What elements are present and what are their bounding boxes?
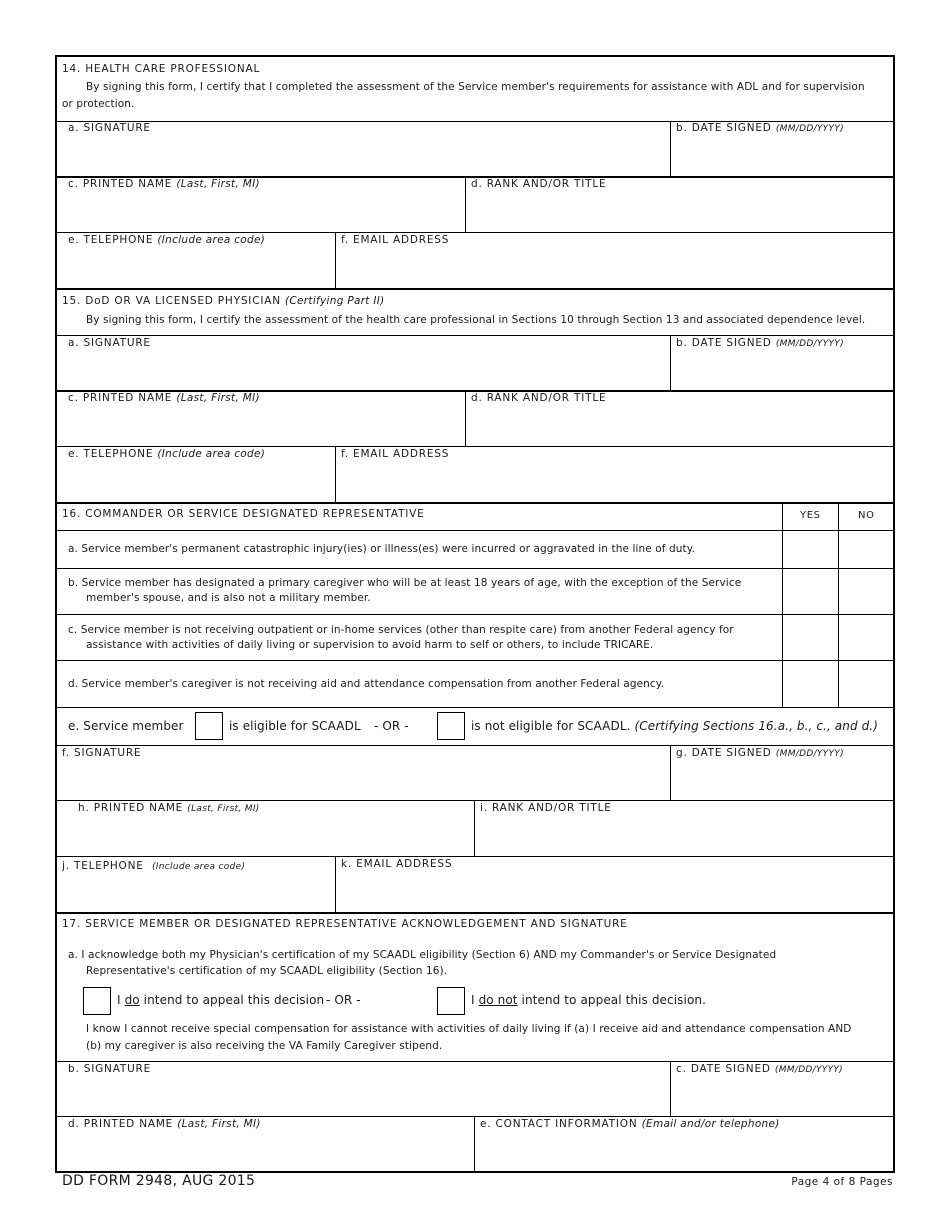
section-14-text-cont: or protection. xyxy=(62,98,135,110)
section-14-text: By signing this form, I certify that I completed the assessment of the Service member's requirements for assistance with ADL and for supervision xyxy=(86,81,865,93)
s14-signature-field[interactable] xyxy=(56,121,670,176)
s16-d-yes-box[interactable] xyxy=(783,661,838,707)
s16-b-yes-box[interactable] xyxy=(783,569,838,614)
s15-date-hint: (MM/DD/YYYY) xyxy=(775,339,844,349)
s15-email-field[interactable] xyxy=(336,447,894,502)
s16-item-d: d. Service member's caregiver is not receiving aid and attendance compensation from another Federal agency. xyxy=(68,678,665,690)
s16-item-b-cont: member's spouse, and is also not a military member. xyxy=(86,592,371,604)
s17-item-a-cont: Representative's certification of my SCAADL eligibility (Section 16). xyxy=(86,965,448,977)
s16-d-no-box[interactable] xyxy=(839,661,894,707)
s14-printed-name-field[interactable] xyxy=(56,177,465,232)
s17-do-appeal-label: intend to appeal this decision xyxy=(143,993,325,1007)
s16-printed-name-label: h. PRINTED NAME xyxy=(78,802,184,814)
yes-column-header: YES xyxy=(800,510,821,521)
s16-signature-field[interactable] xyxy=(56,746,670,800)
s17-contact-hint: (Email and/or telephone) xyxy=(641,1118,780,1130)
s15-printed-name-label: c. PRINTED NAME xyxy=(68,392,173,404)
s17-donot-word: do not xyxy=(478,993,518,1007)
section-16-title: 16. COMMANDER OR SERVICE DESIGNATED REPRESENTATIVE xyxy=(62,508,425,520)
s16-printed-name-field[interactable] xyxy=(56,801,474,856)
s16-c-no-box[interactable] xyxy=(839,615,894,660)
s16-item-e-prefix: e. Service member xyxy=(68,719,184,733)
s14-printed-name-hint: (Last, First, MI) xyxy=(176,178,260,190)
s16-printed-name-hint: (Last, First, MI) xyxy=(187,804,260,814)
s15-date-signed-label: b. DATE SIGNED xyxy=(676,337,772,349)
s17-or-label: - OR - xyxy=(326,993,361,1007)
s17-printed-name-label: d. PRINTED NAME xyxy=(68,1118,174,1130)
s17-donot-pre: I xyxy=(471,993,475,1007)
no-column-header: NO xyxy=(858,510,875,521)
s16-date-hint: (MM/DD/YYYY) xyxy=(775,749,844,759)
s16-date-signed-field[interactable] xyxy=(671,746,894,800)
s14-signature-label: a. SIGNATURE xyxy=(68,122,151,134)
s15-rank-field[interactable] xyxy=(466,391,894,446)
s15-date-signed-field[interactable] xyxy=(671,336,894,390)
s16-not-eligible-checkbox[interactable] xyxy=(437,712,465,740)
s14-rank-field[interactable] xyxy=(466,177,894,232)
s14-email-field[interactable] xyxy=(336,233,894,288)
s17-item-a: a. I acknowledge both my Physician's certification of my SCAADL eligibility (Section 6) AND my Commander's or Service Designated xyxy=(68,949,777,961)
s17-date-signed-field[interactable] xyxy=(671,1062,894,1116)
s15-telephone-hint: (Include area code) xyxy=(157,448,266,460)
s16-not-eligible-label: is not eligible for SCAADL. xyxy=(471,719,631,733)
s14-rank-label: d. RANK AND/OR TITLE xyxy=(471,178,607,190)
s16-a-no-box[interactable] xyxy=(839,531,894,568)
s14-telephone-field[interactable] xyxy=(56,233,335,288)
section-15-title-hint: (Certifying Part II) xyxy=(285,295,385,307)
s17-do-appeal-checkbox[interactable] xyxy=(83,987,111,1015)
s16-item-b: b. Service member has designated a primary caregiver who will be at least 18 years of age, with the exception of the Service xyxy=(68,577,742,589)
s17-signature-label: b. SIGNATURE xyxy=(68,1063,152,1075)
s17-signature-field[interactable] xyxy=(56,1062,670,1116)
s17-do-word: do xyxy=(124,993,140,1007)
s14-date-hint: (MM/DD/YYYY) xyxy=(775,124,844,134)
s16-item-a: a. Service member's permanent catastrophic injury(ies) or illness(es) were incurred or aggravated in the line of duty. xyxy=(68,543,696,555)
s14-telephone-hint: (Include area code) xyxy=(157,234,266,246)
s15-rank-label: d. RANK AND/OR TITLE xyxy=(471,392,607,404)
s15-signature-field[interactable] xyxy=(56,336,670,390)
s15-printed-name-hint: (Last, First, MI) xyxy=(176,392,260,404)
s17-know-text: I know I cannot receive special compensation for assistance with activities of daily living if (a) I receive aid and attendance compensation AND xyxy=(86,1023,852,1035)
page-number: Page 4 of 8 Pages xyxy=(791,1176,893,1188)
s15-signature-label: a. SIGNATURE xyxy=(68,337,151,349)
s15-printed-name-field[interactable] xyxy=(56,391,465,446)
s17-do-pre: I xyxy=(117,993,121,1007)
s16-rank-field[interactable] xyxy=(475,801,894,856)
section-15-text: By signing this form, I certify the assessment of the health care professional in Sections 10 through Section 13 and associated dependence level. xyxy=(86,314,866,326)
s15-telephone-field[interactable] xyxy=(56,447,335,502)
s17-printed-name-hint: (Last, First, MI) xyxy=(177,1118,261,1130)
s14-telephone-label: e. TELEPHONE xyxy=(68,234,154,246)
s17-contact-label: e. CONTACT INFORMATION xyxy=(480,1118,638,1130)
s16-date-signed-label: g. DATE SIGNED xyxy=(676,747,772,759)
s14-printed-name-label: c. PRINTED NAME xyxy=(68,178,173,190)
s16-email-label: k. EMAIL ADDRESS xyxy=(341,858,453,870)
s17-printed-name-field[interactable] xyxy=(56,1117,474,1171)
s16-eligible-label: is eligible for SCAADL xyxy=(229,719,361,733)
s17-date-signed-label: c. DATE SIGNED xyxy=(676,1063,771,1075)
section-17-title: 17. SERVICE MEMBER OR DESIGNATED REPRESENTATIVE ACKNOWLEDGEMENT AND SIGNATURE xyxy=(62,918,628,930)
section-15-title: 15. DoD OR VA LICENSED PHYSICIAN xyxy=(62,295,281,307)
s16-c-yes-box[interactable] xyxy=(783,615,838,660)
section-14-title: 14. HEALTH CARE PROFESSIONAL xyxy=(62,63,261,75)
s14-email-label: f. EMAIL ADDRESS xyxy=(341,234,450,246)
s16-a-yes-box[interactable] xyxy=(783,531,838,568)
s16-certifying-hint: (Certifying Sections 16.a., b., c., and d.) xyxy=(634,719,879,733)
s16-b-no-box[interactable] xyxy=(839,569,894,614)
s16-item-c: c. Service member is not receiving outpatient or in-home services (other than respite care) from another Federal agency for xyxy=(68,624,734,636)
s17-do-not-appeal-checkbox[interactable] xyxy=(437,987,465,1015)
s16-eligible-checkbox[interactable] xyxy=(195,712,223,740)
s16-or-label: - OR - xyxy=(374,719,409,733)
s17-know-text-cont: (b) my caregiver is also receiving the VA Family Caregiver stipend. xyxy=(86,1040,443,1052)
s17-contact-field[interactable] xyxy=(475,1117,894,1171)
s16-item-c-cont: assistance with activities of daily living or supervision to avoid harm to self or others, to include TRICARE. xyxy=(86,639,654,651)
s17-do-not-appeal-label: intend to appeal this decision. xyxy=(521,993,707,1007)
form-identifier: DD FORM 2948, AUG 2015 xyxy=(62,1173,256,1189)
s17-date-hint: (MM/DD/YYYY) xyxy=(774,1065,843,1075)
s16-email-field[interactable] xyxy=(336,857,894,912)
s16-signature-label: f. SIGNATURE xyxy=(62,747,142,759)
s14-date-signed-field[interactable] xyxy=(671,121,894,176)
s16-telephone-label: j. TELEPHONE xyxy=(62,860,144,872)
s16-rank-label: i. RANK AND/OR TITLE xyxy=(480,802,612,814)
s14-date-signed-label: b. DATE SIGNED xyxy=(676,122,772,134)
s16-telephone-field[interactable] xyxy=(56,857,335,912)
s15-email-label: f. EMAIL ADDRESS xyxy=(341,448,450,460)
s16-telephone-hint: (Include area code) xyxy=(152,862,246,872)
s15-telephone-label: e. TELEPHONE xyxy=(68,448,154,460)
